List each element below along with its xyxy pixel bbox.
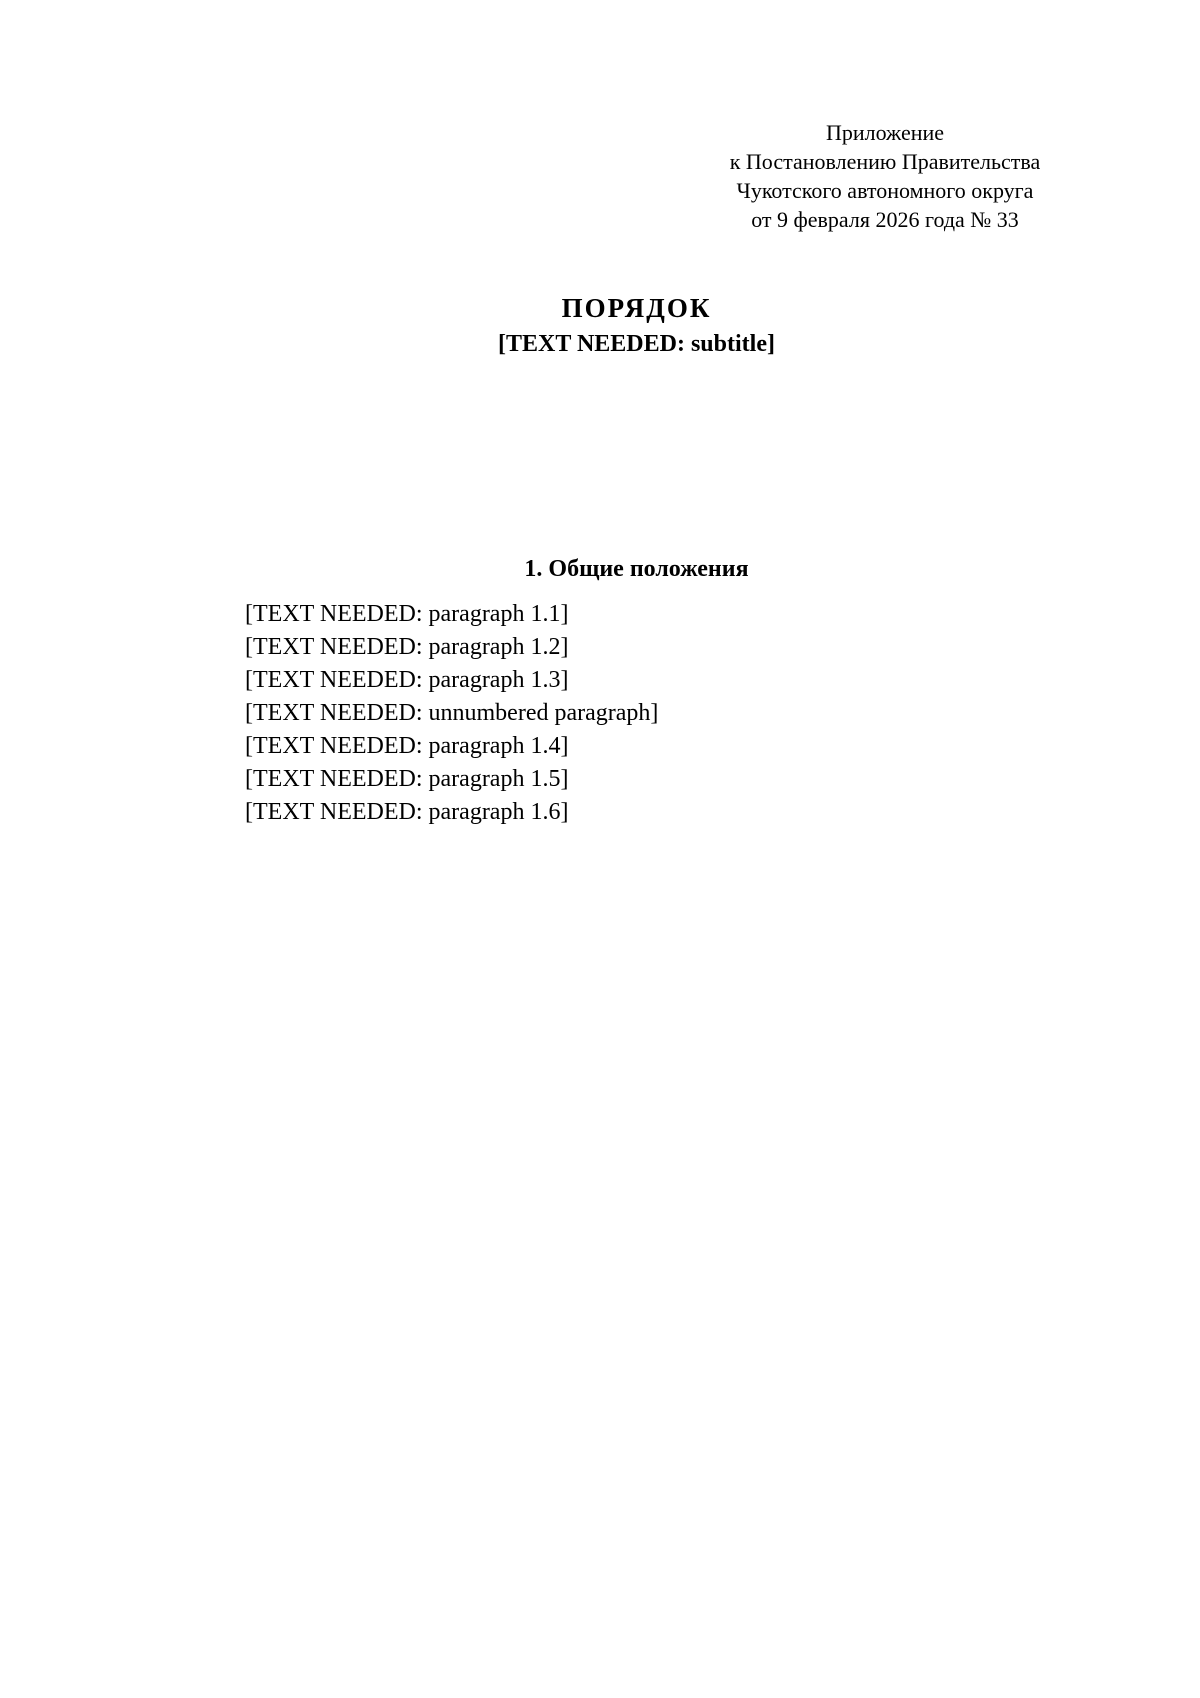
- appendix-date-number: от 9 февраля 2026 года № 33: [751, 207, 1019, 232]
- appendix-block: [700, 118, 1070, 234]
- paragraph-1-4: [TEXT NEEDED: paragraph 1.4]: [245, 733, 569, 759]
- appendix-region: Чукотского автономного округа: [736, 178, 1034, 203]
- appendix-resolution-ref: к Постановлению Правительства: [729, 149, 1041, 174]
- document-subtitle: [TEXT NEEDED: subtitle]: [498, 331, 775, 357]
- paragraph-1-3: [TEXT NEEDED: paragraph 1.3]: [245, 667, 569, 693]
- appendix-label: Приложение: [825, 120, 945, 145]
- document-title: ПОРЯДОК: [561, 293, 712, 323]
- paragraph-1-1: [TEXT NEEDED: paragraph 1.1]: [245, 601, 569, 627]
- paragraph-1-3-continued: [TEXT NEEDED: unnumbered paragraph]: [245, 700, 659, 726]
- section-body: [173, 598, 1100, 829]
- document-title-block: [173, 290, 1100, 360]
- section-heading: 1. Общие положения: [524, 556, 749, 582]
- paragraph-1-6: [TEXT NEEDED: paragraph 1.6]: [245, 799, 569, 825]
- paragraph-1-2: [TEXT NEEDED: paragraph 1.2]: [245, 634, 569, 660]
- paragraph-1-5: [TEXT NEEDED: paragraph 1.5]: [245, 766, 569, 792]
